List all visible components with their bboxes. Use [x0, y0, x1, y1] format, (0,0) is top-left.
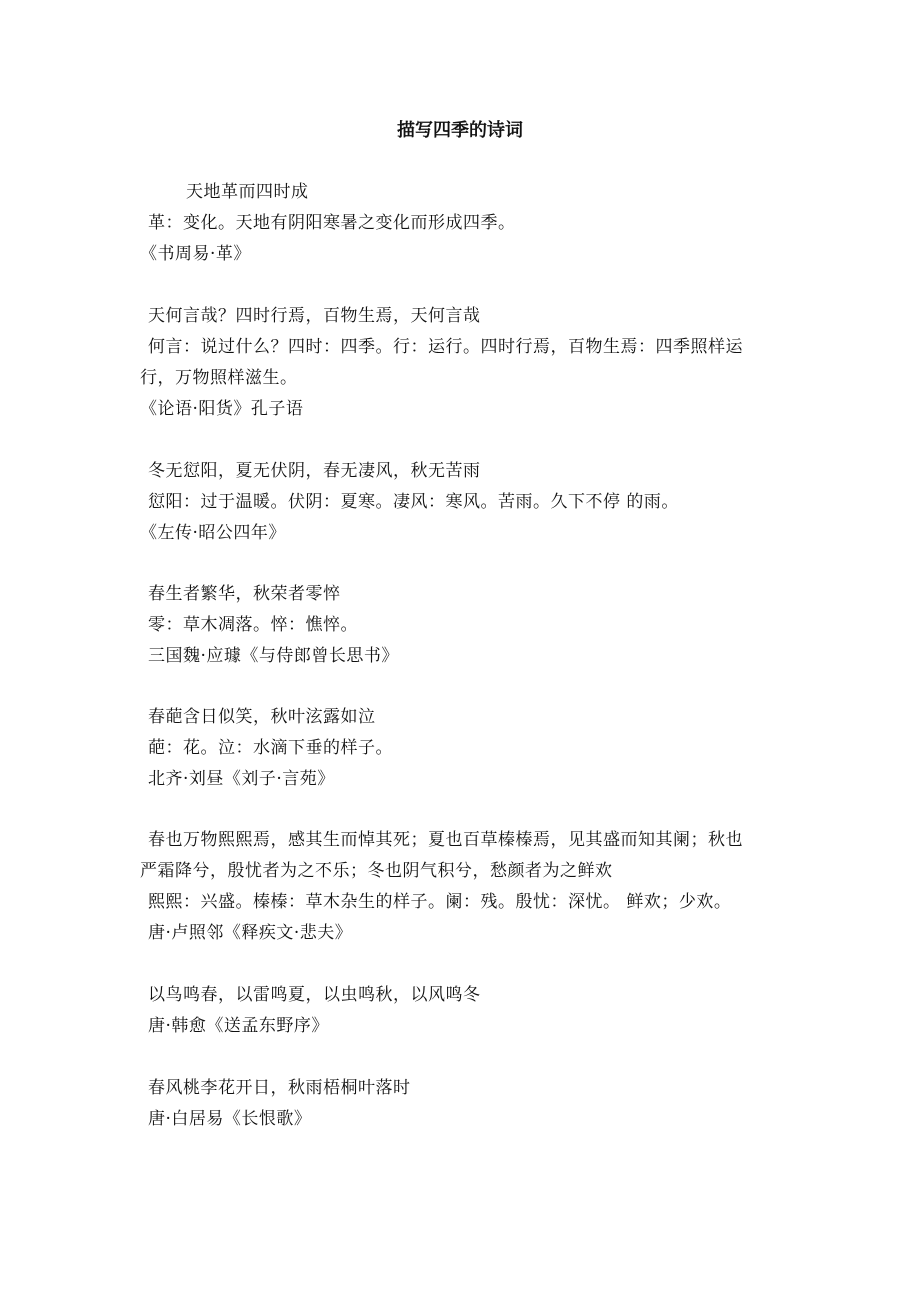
annotation-line: 行，万物照样滋生。	[140, 368, 298, 388]
source-line: 《论语·阳货》孔子语	[140, 399, 304, 419]
source-line: 《左传·昭公四年》	[140, 523, 286, 543]
source-line: 北齐·刘昼《刘子·言苑》	[148, 769, 335, 789]
document-title: 描写四季的诗词	[397, 120, 523, 141]
source-line: 《书周易·革》	[140, 244, 251, 264]
annotation-line: 革：变化。天地有阴阳寒暑之变化而形成四季。	[148, 213, 516, 233]
annotation-line: 葩：花。泣：水滴下垂的样子。	[148, 738, 393, 758]
verse-line: 天地革而四时成	[186, 182, 309, 202]
annotation-line: 熙熙：兴盛。榛榛：草木杂生的样子。阑：残。殷忧：深忧。 鲜欢；少欢。	[148, 892, 732, 912]
verse-line: 天何言哉？四时行焉，百物生焉，天何言哉	[148, 306, 481, 326]
source-line: 唐·卢照邻《释疾文·悲夫》	[148, 923, 353, 943]
verse-line: 以鸟鸣春，以雷鸣夏，以虫鸣秋，以风鸣冬	[148, 985, 481, 1005]
verse-line: 严霜降兮，殷忧者为之不乐；冬也阴气积兮，愁颜者为之鲜欢	[140, 861, 613, 881]
annotation-line: 何言：说过什么？四时：四季。行：运行。四时行焉，百物生焉：四季照样运	[148, 337, 743, 357]
annotation-line: 愆阳：过于温暖。伏阴：夏寒。凄风：寒风。苦雨。久下不停 的雨。	[148, 492, 679, 512]
source-line: 三国魏·应璩《与侍郎曾长思书》	[148, 646, 399, 666]
verse-line: 春生者繁华，秋荣者零悴	[148, 584, 341, 604]
verse-line: 春风桃李花开日，秋雨梧桐叶落时	[148, 1078, 411, 1098]
source-line: 唐·白居易《长恨歌》	[148, 1109, 312, 1129]
annotation-line: 零：草木凋落。悴：憔悴。	[148, 615, 358, 635]
verse-line: 冬无愆阳，夏无伏阴，春无凄风，秋无苦雨	[148, 461, 481, 481]
verse-line: 春也万物熙熙焉，感其生而悼其死；夏也百草榛榛焉，见其盛而知其阑；秋也	[148, 830, 743, 850]
source-line: 唐·韩愈《送孟东野序》	[148, 1016, 329, 1036]
verse-line: 春葩含日似笑，秋叶泫露如泣	[148, 707, 376, 727]
